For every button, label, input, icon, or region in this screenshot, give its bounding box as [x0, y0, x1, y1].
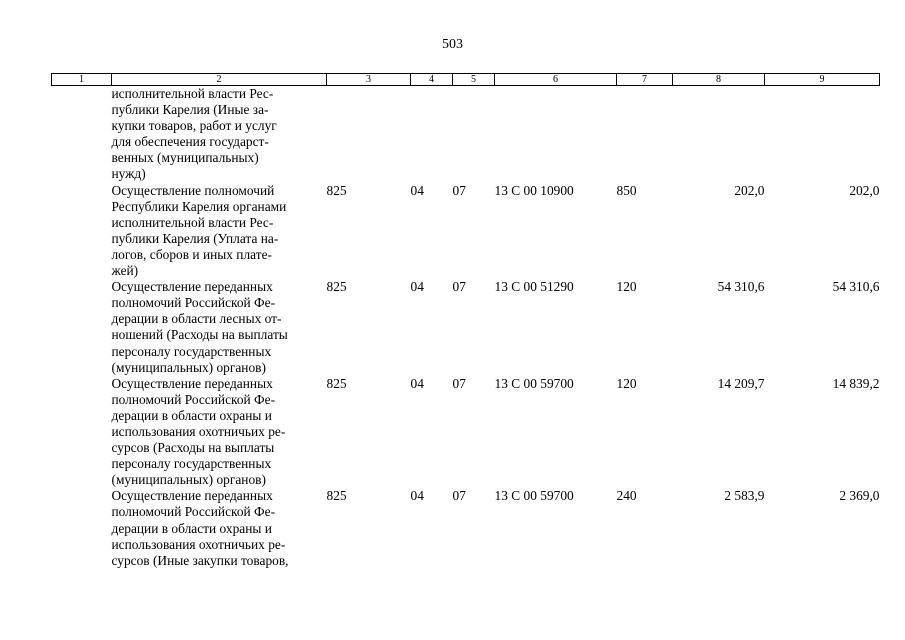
expense-name	[112, 86, 327, 183]
table-row	[52, 183, 880, 280]
ministry-code: 825	[326, 182, 347, 198]
expense-name-line: Республики Карелия органами	[111, 198, 287, 214]
header-col-4: 4	[411, 74, 453, 86]
subsection-code	[453, 86, 495, 183]
expense-name-line: полномочий Российской Фе-	[111, 295, 276, 311]
row-number-cell	[52, 376, 112, 489]
ministry-code: 825	[326, 375, 347, 391]
section-code: 04	[410, 488, 424, 504]
expense-name-line: использования охотничьих ре-	[111, 536, 286, 552]
expense-name-line: Осуществление полномочий	[111, 182, 275, 198]
expense-name-line: персоналу государственных	[111, 343, 272, 359]
expense-name	[112, 183, 327, 280]
row-number-cell	[52, 279, 112, 376]
section-code: 04	[410, 375, 424, 391]
amount-year-2: 2 369,0	[839, 488, 880, 504]
target-article-code: 13 С 00 59700	[494, 488, 574, 504]
expense-name-line: (муниципальных) органов)	[111, 359, 266, 375]
page-number: 503	[442, 37, 463, 52]
table-body	[52, 86, 880, 569]
expense-name-line: венных (муниципальных)	[111, 150, 259, 166]
target-article-code: 13 С 00 10900	[494, 182, 574, 198]
expense-name-line: нужд)	[111, 166, 146, 182]
header-col-7: 7	[617, 74, 673, 86]
expense-name-line: Осуществление переданных	[111, 279, 273, 295]
header-col-3: 3	[327, 74, 411, 86]
expense-name	[112, 376, 327, 489]
expense-type-code: 120	[616, 279, 637, 295]
section-code: 04	[410, 279, 424, 295]
subsection-code: 07	[452, 375, 466, 391]
subsection-code: 07	[452, 279, 466, 295]
row-number-cell	[52, 488, 112, 568]
expense-name-line: полномочий Российской Фе-	[111, 504, 276, 520]
expense-name-line: Осуществление переданных	[111, 488, 273, 504]
ministry-code: 825	[326, 488, 347, 504]
expense-name-line: персоналу государственных	[111, 456, 272, 472]
expense-name-line: исполнительной власти Рес-	[111, 214, 274, 230]
expense-name-line: полномочий Российской Фе-	[111, 391, 276, 407]
amount-year-2: 202,0	[849, 182, 880, 198]
header-col-8: 8	[673, 74, 765, 86]
expense-name-line: для обеспечения государст-	[111, 134, 269, 150]
expense-name	[112, 488, 327, 568]
ministry-code	[327, 86, 411, 183]
row-number-cell	[52, 183, 112, 280]
header-col-2: 2	[112, 74, 327, 86]
table-row	[52, 376, 880, 489]
amount-year-2: 54 310,6	[832, 279, 880, 295]
amount-year-2	[765, 86, 880, 183]
header-row	[52, 74, 880, 86]
amount-year-1: 2 583,9	[724, 488, 765, 504]
expense-name	[112, 279, 327, 376]
target-article-code: 13 С 00 59700	[494, 375, 574, 391]
expense-name-line: сурсов (Иные закупки товаров,	[111, 552, 289, 568]
expense-name-line: ношений (Расходы на выплаты	[111, 327, 288, 343]
expense-name-line: дерации в области лесных от-	[111, 311, 282, 327]
row-number-cell	[52, 86, 112, 183]
expense-name-line: купки товаров, работ и услуг	[111, 118, 277, 134]
table-row	[52, 488, 880, 568]
amount-year-1: 202,0	[734, 182, 765, 198]
table-row	[52, 86, 880, 183]
amount-year-1: 54 310,6	[717, 279, 765, 295]
expense-name-line: дерации в области охраны и	[111, 407, 272, 423]
expense-name-line: публики Карелия (Уплата на-	[111, 230, 279, 246]
expense-type-code: 240	[616, 488, 637, 504]
expense-name-line: исполнительной власти Рес-	[111, 86, 274, 101]
target-article-code	[495, 86, 617, 183]
expense-name-line: использования охотничьих ре-	[111, 423, 286, 439]
expense-name-line: (муниципальных) органов)	[111, 472, 266, 488]
header-col-9: 9	[765, 74, 880, 86]
table-row	[52, 279, 880, 376]
expense-type-code: 120	[616, 375, 637, 391]
expense-name-line: Осуществление переданных	[111, 375, 273, 391]
header-col-1: 1	[52, 74, 112, 86]
expense-type-code	[617, 86, 673, 183]
section-code: 04	[410, 182, 424, 198]
expense-name-line: публики Карелия (Иные за-	[111, 102, 269, 118]
budget-table	[51, 73, 880, 569]
expense-name-line: жей)	[111, 263, 139, 279]
expense-name-line: дерации в области охраны и	[111, 520, 272, 536]
target-article-code: 13 С 00 51290	[494, 279, 574, 295]
subsection-code: 07	[452, 182, 466, 198]
header-col-6: 6	[495, 74, 617, 86]
section-code	[411, 86, 453, 183]
subsection-code: 07	[452, 488, 466, 504]
amount-year-1: 14 209,7	[717, 375, 765, 391]
amount-year-1	[673, 86, 765, 183]
ministry-code: 825	[326, 279, 347, 295]
expense-name-line: логов, сборов и иных плате-	[111, 246, 273, 262]
expense-name-line: сурсов (Расходы на выплаты	[111, 440, 275, 456]
amount-year-2: 14 839,2	[832, 375, 880, 391]
expense-type-code: 850	[616, 182, 637, 198]
header-col-5: 5	[453, 74, 495, 86]
